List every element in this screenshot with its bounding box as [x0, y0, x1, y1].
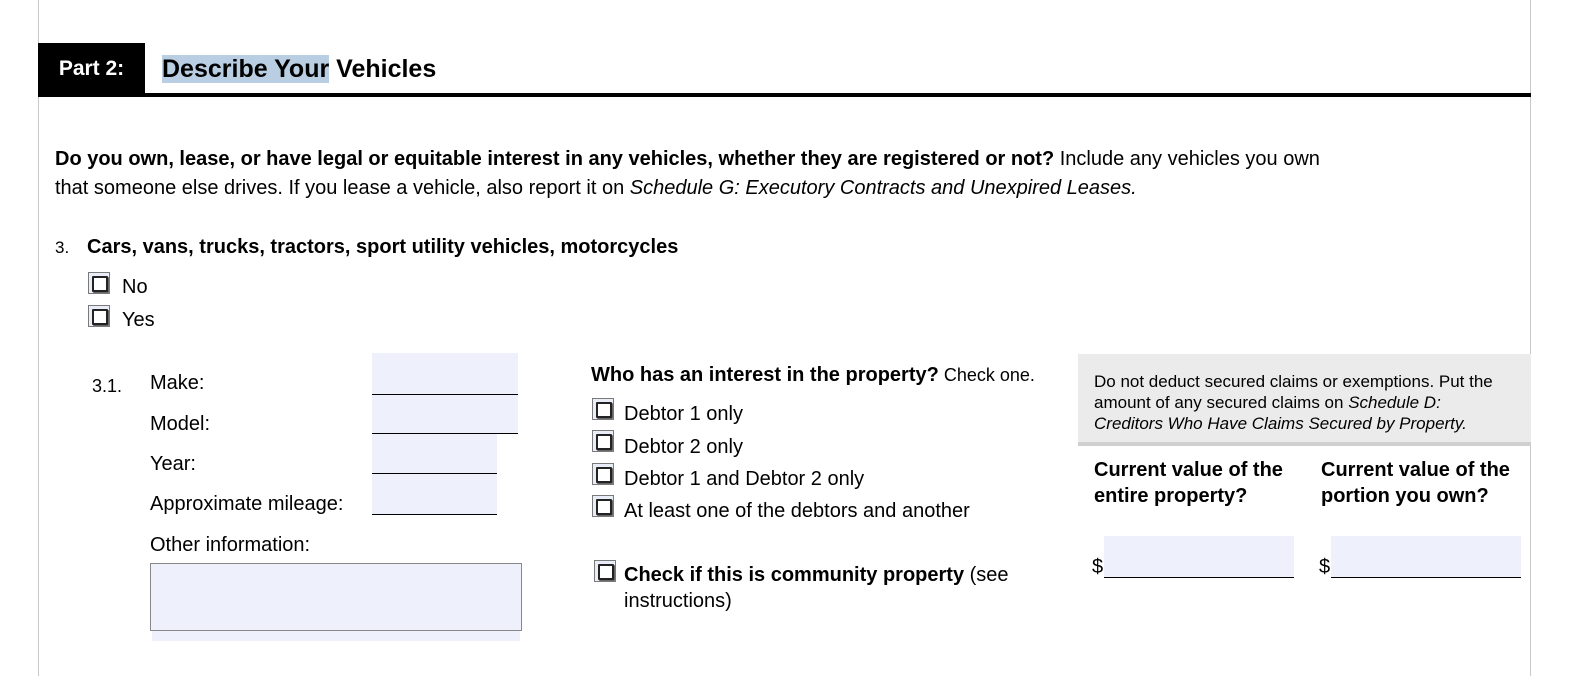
- other-info-label: Other information:: [150, 534, 311, 556]
- portion-value-heading: Current value of the portion you own?: [1321, 459, 1510, 507]
- debtor2-only-checkbox[interactable]: [592, 430, 614, 452]
- mileage-field[interactable]: [372, 474, 497, 515]
- part-divider: [38, 93, 1531, 97]
- other-info-field-shadow: [152, 631, 520, 641]
- value-note-schedule-ref: Schedule D: Creditors Who Have Claims Secured by Property.: [1094, 393, 1467, 433]
- vehicle-number: 3.1.: [92, 376, 123, 396]
- intro-text: Include any vehicles you own that someone else drives. If you lease a vehicle, also report it on: [55, 148, 1320, 199]
- other-info-field[interactable]: [150, 563, 522, 631]
- intro-paragraph: [55, 145, 1355, 203]
- model-field[interactable]: [372, 395, 518, 434]
- debtor1-only-label: Debtor 1 only: [624, 403, 743, 425]
- part-badge: Part 2:: [38, 43, 145, 95]
- question-text: Cars, vans, trucks, tractors, sport utility vehicles, motorcycles: [87, 236, 679, 258]
- community-property-bold: Check if this is community property: [624, 564, 965, 586]
- make-label: Make:: [150, 372, 205, 394]
- question-number: 3.: [55, 238, 70, 257]
- part-title: [162, 53, 436, 85]
- portion-dollar-sign: $: [1319, 556, 1331, 578]
- portion-value-field[interactable]: [1331, 536, 1521, 578]
- entire-value-field[interactable]: [1104, 536, 1294, 578]
- no-checkbox[interactable]: [88, 272, 110, 294]
- value-note: [1094, 371, 1514, 434]
- selected-title-text[interactable]: Describe Your: [162, 55, 330, 83]
- part-title-rest: Vehicles: [329, 55, 437, 83]
- interest-question-bold: Who has an interest in the property?: [591, 364, 939, 386]
- debtor2-only-label: Debtor 2 only: [624, 436, 743, 458]
- community-property-checkbox[interactable]: [594, 560, 616, 582]
- no-label: No: [122, 276, 148, 298]
- entire-value-heading: Current value of the entire property?: [1094, 459, 1283, 507]
- mileage-label: Approximate mileage:: [150, 493, 344, 515]
- page-right-edge: [1530, 0, 1531, 676]
- interest-question: [591, 362, 1035, 388]
- intro-schedule-ref: Schedule G: Executory Contracts and Unexpired Leases.: [629, 177, 1137, 199]
- yes-checkbox[interactable]: [88, 305, 110, 327]
- value-note-text: Do not deduct secured claims or exemptions. Put the amount of any secured claims on: [1094, 372, 1493, 412]
- both-debtors-label: Debtor 1 and Debtor 2 only: [624, 468, 865, 490]
- both-debtors-checkbox[interactable]: [592, 463, 614, 485]
- debtor1-only-checkbox[interactable]: [592, 398, 614, 420]
- intro-question: Do you own, lease, or have legal or equitable interest in any vehicles, whether they are registered or not?: [55, 148, 1055, 170]
- debtor-and-another-label: At least one of the debtors and another: [624, 500, 970, 522]
- make-field[interactable]: [372, 353, 518, 395]
- year-label: Year:: [150, 453, 196, 475]
- page-left-edge: [38, 0, 39, 676]
- community-property-rest: (see instructions): [624, 564, 1009, 612]
- interest-instruction: Check one.: [938, 365, 1035, 385]
- yes-label: Yes: [122, 309, 155, 331]
- model-label: Model:: [150, 413, 211, 435]
- entire-dollar-sign: $: [1092, 556, 1104, 578]
- year-field[interactable]: [372, 434, 497, 474]
- community-property-label: [624, 562, 1054, 614]
- debtor-and-another-checkbox[interactable]: [592, 495, 614, 517]
